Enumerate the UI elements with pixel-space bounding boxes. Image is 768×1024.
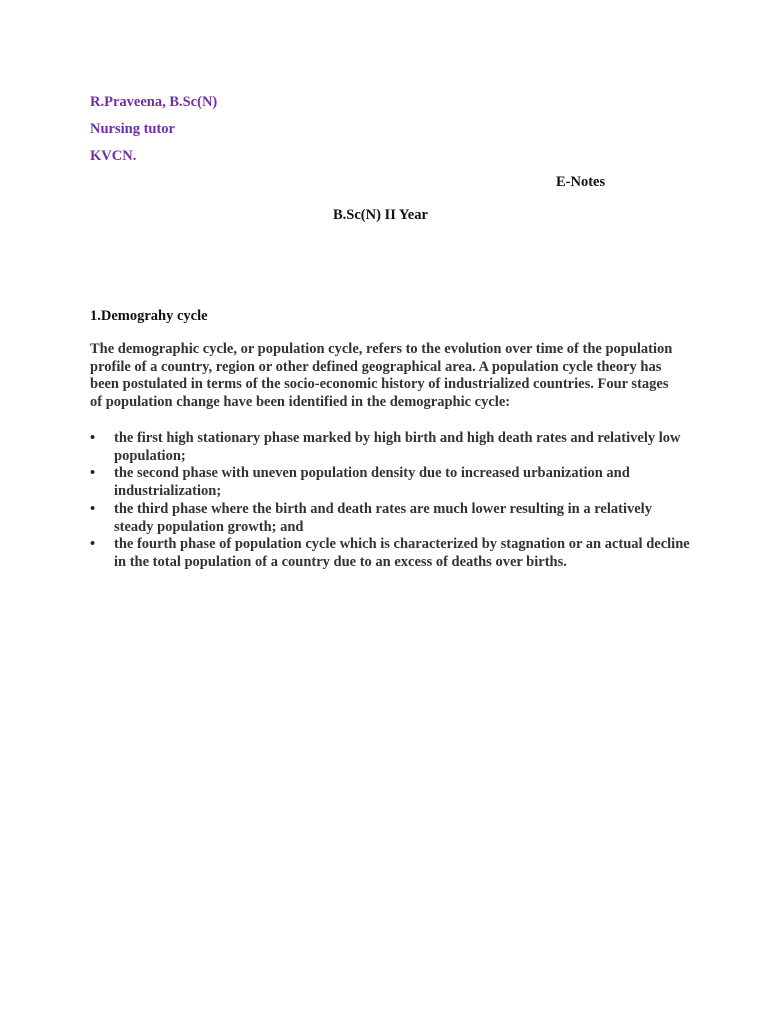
list-item <box>90 501 690 536</box>
list-item <box>90 430 690 465</box>
list-item-text: the third phase where the birth and death rates are much lower resulting in a relatively steady population growth; and <box>114 500 652 535</box>
list-item <box>90 536 690 571</box>
stage-list <box>90 430 690 572</box>
bullet-icon: • <box>90 465 96 482</box>
list-item-text: the first high stationary phase marked by high birth and high death rates and relatively low population; <box>114 430 681 464</box>
author-organization: KVCN. <box>90 148 137 164</box>
intro-paragraph: The demographic cycle, or population cycle, refers to the evolution over time of the population profile of a country, region or other defined geographical area. A population cycle theory has been postulated in terms of the socio-economic history of industrialized countries. Four stages of population change have been identified in the demographic cycle: <box>90 341 673 411</box>
course-year-title: B.Sc(N) II Year <box>333 207 428 223</box>
e-notes-label: E-Notes <box>556 174 606 190</box>
author-role: Nursing tutor <box>90 121 175 137</box>
list-item-text: the second phase with uneven population density due to increased urbanization and industrialization; <box>114 465 630 500</box>
list-item-text: the fourth phase of population cycle which is characterized by stagnation or an actual decline in the total population of a country due to an excess of deaths over births. <box>114 536 690 570</box>
section-heading: 1.Demograhy cycle <box>90 308 208 324</box>
bullet-icon: • <box>90 536 96 553</box>
author-name: R.Praveena, B.Sc(N) <box>90 94 218 110</box>
list-item <box>90 465 690 500</box>
bullet-icon: • <box>90 430 96 446</box>
bullet-icon: • <box>90 500 96 517</box>
